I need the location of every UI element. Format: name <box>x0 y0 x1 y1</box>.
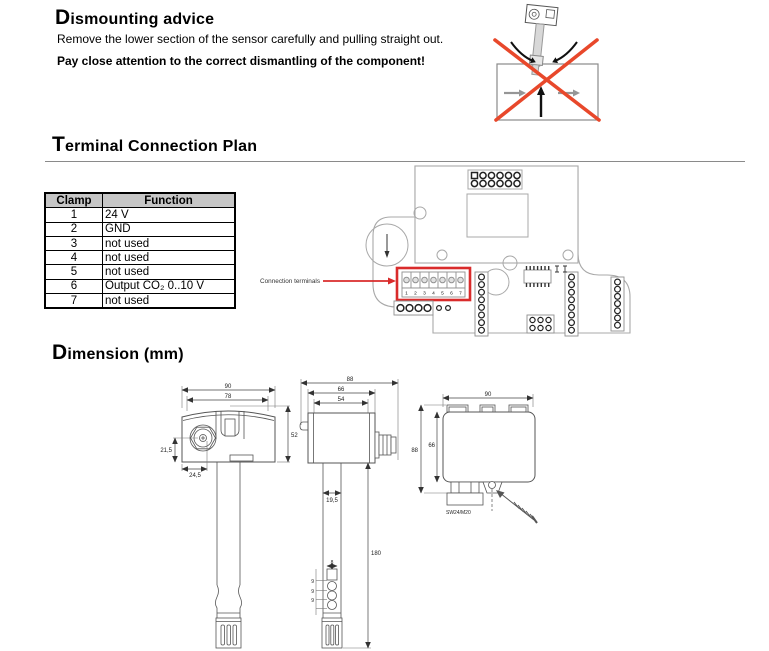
hole-pitch <box>316 569 327 615</box>
dismounting-title: Dismounting advice <box>55 6 215 29</box>
clamp-function-table <box>44 192 236 309</box>
function-cell: Output CO₂ 0..10 V <box>103 279 236 293</box>
callout-label: Connection terminals <box>260 278 321 285</box>
clamp-cell: 3 <box>45 236 103 250</box>
dismounting-warning: Pay close attention to the correct dismantling of the component! <box>57 54 426 68</box>
gland-label: SW24/M20 <box>446 510 471 516</box>
col-header-function: Function <box>103 193 236 208</box>
front-probe <box>216 462 242 648</box>
table-row <box>45 208 235 222</box>
left-header-strip <box>475 272 488 336</box>
pcb-figure <box>255 163 705 348</box>
side-depth-inner: 54 <box>337 397 345 403</box>
cable-gland-top <box>447 482 483 505</box>
terminal-plan-title: Terminal Connection Plan <box>52 133 258 156</box>
terminal-number: 6 <box>450 291 453 297</box>
function-cell: not used <box>103 236 236 250</box>
top-tabs <box>447 405 528 412</box>
front-view <box>160 384 298 648</box>
front-width-outer: 90 <box>224 384 232 390</box>
table-row <box>45 294 235 309</box>
top-view <box>411 392 537 523</box>
terminal-number: 4 <box>432 291 435 297</box>
cable-gland-side <box>375 432 396 458</box>
terminal-number: 7 <box>459 291 462 297</box>
probe-length: 180 <box>371 551 382 557</box>
side-depth-outer: 88 <box>346 377 354 383</box>
table-row <box>45 279 235 293</box>
dimension-figure <box>140 375 610 651</box>
bottom-center-connector <box>527 315 554 333</box>
terminal-number: 3 <box>423 291 426 297</box>
terminal-number: 5 <box>441 291 444 297</box>
section-divider <box>45 161 745 162</box>
clamp-cell: 1 <box>45 208 103 222</box>
dismounting-figure <box>482 0 642 128</box>
upper-board <box>415 166 578 263</box>
table-row <box>45 222 235 236</box>
side-probe <box>322 463 342 648</box>
function-cell: not used <box>103 251 236 265</box>
clamp-cell: 5 <box>45 265 103 279</box>
far-right-header-strip <box>611 277 624 331</box>
hole-pitch-label: 9 <box>311 579 314 585</box>
dismounting-text: Remove the lower section of the sensor carefully and pulling straight out. <box>57 32 444 46</box>
terminal-number: 2 <box>414 291 417 297</box>
table-row <box>45 236 235 250</box>
hole-pitch-label: 9 <box>311 589 314 595</box>
function-cell: not used <box>103 265 236 279</box>
top-depth-inner: 66 <box>428 443 435 449</box>
top-width: 90 <box>484 392 492 398</box>
side-depth-mid: 66 <box>337 387 345 393</box>
front-width-inner: 78 <box>224 394 232 400</box>
side-view <box>300 377 398 648</box>
top-depth-outer: 88 <box>411 448 418 454</box>
terminal-number: 1 <box>405 291 408 297</box>
screw-icon <box>496 490 537 523</box>
clamp-cell: 6 <box>45 279 103 293</box>
dimension-title: Dimension (mm) <box>52 341 184 364</box>
front-gland-side-offset: 24,5 <box>189 473 201 479</box>
clamp-cell: 7 <box>45 294 103 309</box>
hole-size: 8 <box>330 560 334 566</box>
table-header-row <box>45 193 235 208</box>
table-row <box>45 251 235 265</box>
terminal-block <box>402 272 465 297</box>
top-housing <box>443 412 535 482</box>
function-cell: not used <box>103 294 236 309</box>
probe-width: 19,5 <box>326 498 338 504</box>
function-cell: 24 V <box>103 208 236 222</box>
clamp-cell: 4 <box>45 251 103 265</box>
front-height: 52 <box>291 433 298 439</box>
hole-pitch-label: 9 <box>311 598 314 604</box>
side-housing <box>308 413 375 463</box>
right-header-strip <box>565 272 578 336</box>
table-row <box>45 265 235 279</box>
probe-holes <box>327 569 337 610</box>
col-header-clamp: Clamp <box>45 193 103 208</box>
function-cell: GND <box>103 222 236 236</box>
front-gland-height-offset: 21,5 <box>160 448 172 454</box>
clamp-cell: 2 <box>45 222 103 236</box>
